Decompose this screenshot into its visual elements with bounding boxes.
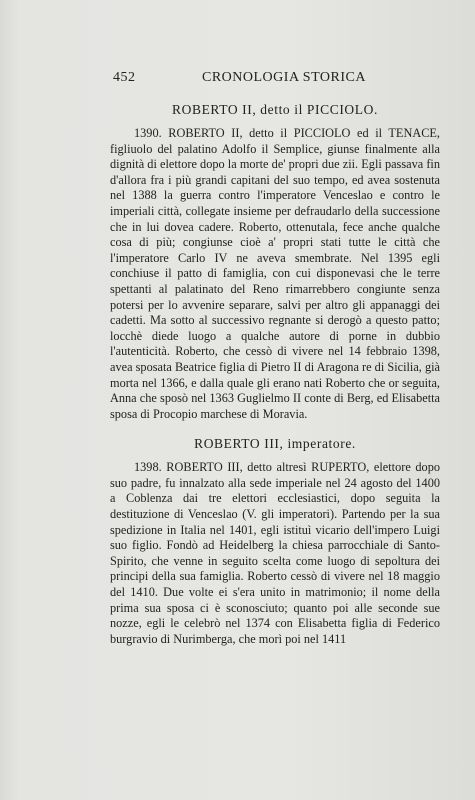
section-paragraph: 1390. ROBERTO II, detto il PICCIOLO ed il TENACE, figliuolo del palatino Adolfo il Semplice, giunse finalmente alla dignità di elettore dopo la morte de' propri due zii. Egli passava fin d'allora fra i più grandi capitani del suo tempo, ed avea sostenuta nel 1388 la guerra contro l'imperatore Venceslao e contro le imperiali città, collegate insieme per defraudarlo della successione che in lui dovea cadere. Roberto, ottenutala, fece anche qualche cosa di più; congiunse cioè a' propri stati tutte le città che l'imperatore Carlo IV ne aveva smembrate. Nel 1395 egli conchiuse il patto di famiglia, con cui disponevasi che le terre spettanti al palatinato del Reno rimarrebbero congiunte senza potersi per lo avvenire separare, salvi per altro gli appanaggi dei cadetti. Ma sotto al successivo regnante si derogò a questo patto; locchè diede luogo a qualche autore di porne in dubbio l'autenticità. Roberto, che cessò di vivere nel 14 febbraio 1398, avea sposata Beatrice figlia di Pietro II di Aragona re di Sicilia, già morta nel 1366, e dalla quale gli erano nati Roberto che or seguita, Anna che sposò nel 1363 Guglielmo II conte di Berg, ed Elisabetta sposa di Procopio marchese di Moravia.	[110, 126, 440, 421]
page-number: 452	[113, 70, 136, 85]
running-title: CRONOLOGIA STORICA	[202, 70, 366, 85]
text-block	[110, 70, 440, 647]
section-roberto-iii	[110, 436, 440, 647]
section-paragraph: 1398. ROBERTO III, detto altresì RUPERTO, elettore dopo suo padre, fu innalzato alla sede imperiale nel 24 agosto del 1400 a Coblenza dai tre elettori ecclesiastici, dopo seguita la destituzione di Venceslao (V. gli imperatori). Partendo per la sua spedizione in Italia nel 1401, egli istituì vicario dell'impero Luigi suo figlio. Fondò ad Heidelberg la chiesa parrocchiale di Santo-Spirito, che venne in seguito scelta come luogo di sepoltura dei principi della sua famiglia. Roberto cessò di vivere nel 18 maggio del 1410. Due volte ei s'era unito in matrimonio; il nome della prima sua sposa ci è sconosciuto; quanto poi alle seconde sue nozze, egli le celebrò nel 1374 con Elisabetta figlia di Federico burgravio di Nurimberga, che morì poi nel 1411	[110, 460, 440, 646]
section-heading: ROBERTO III, imperatore.	[194, 436, 356, 452]
section-roberto-ii	[110, 102, 440, 422]
running-head	[110, 70, 440, 92]
section-heading: ROBERTO II, detto il PICCIOLO.	[172, 102, 378, 117]
